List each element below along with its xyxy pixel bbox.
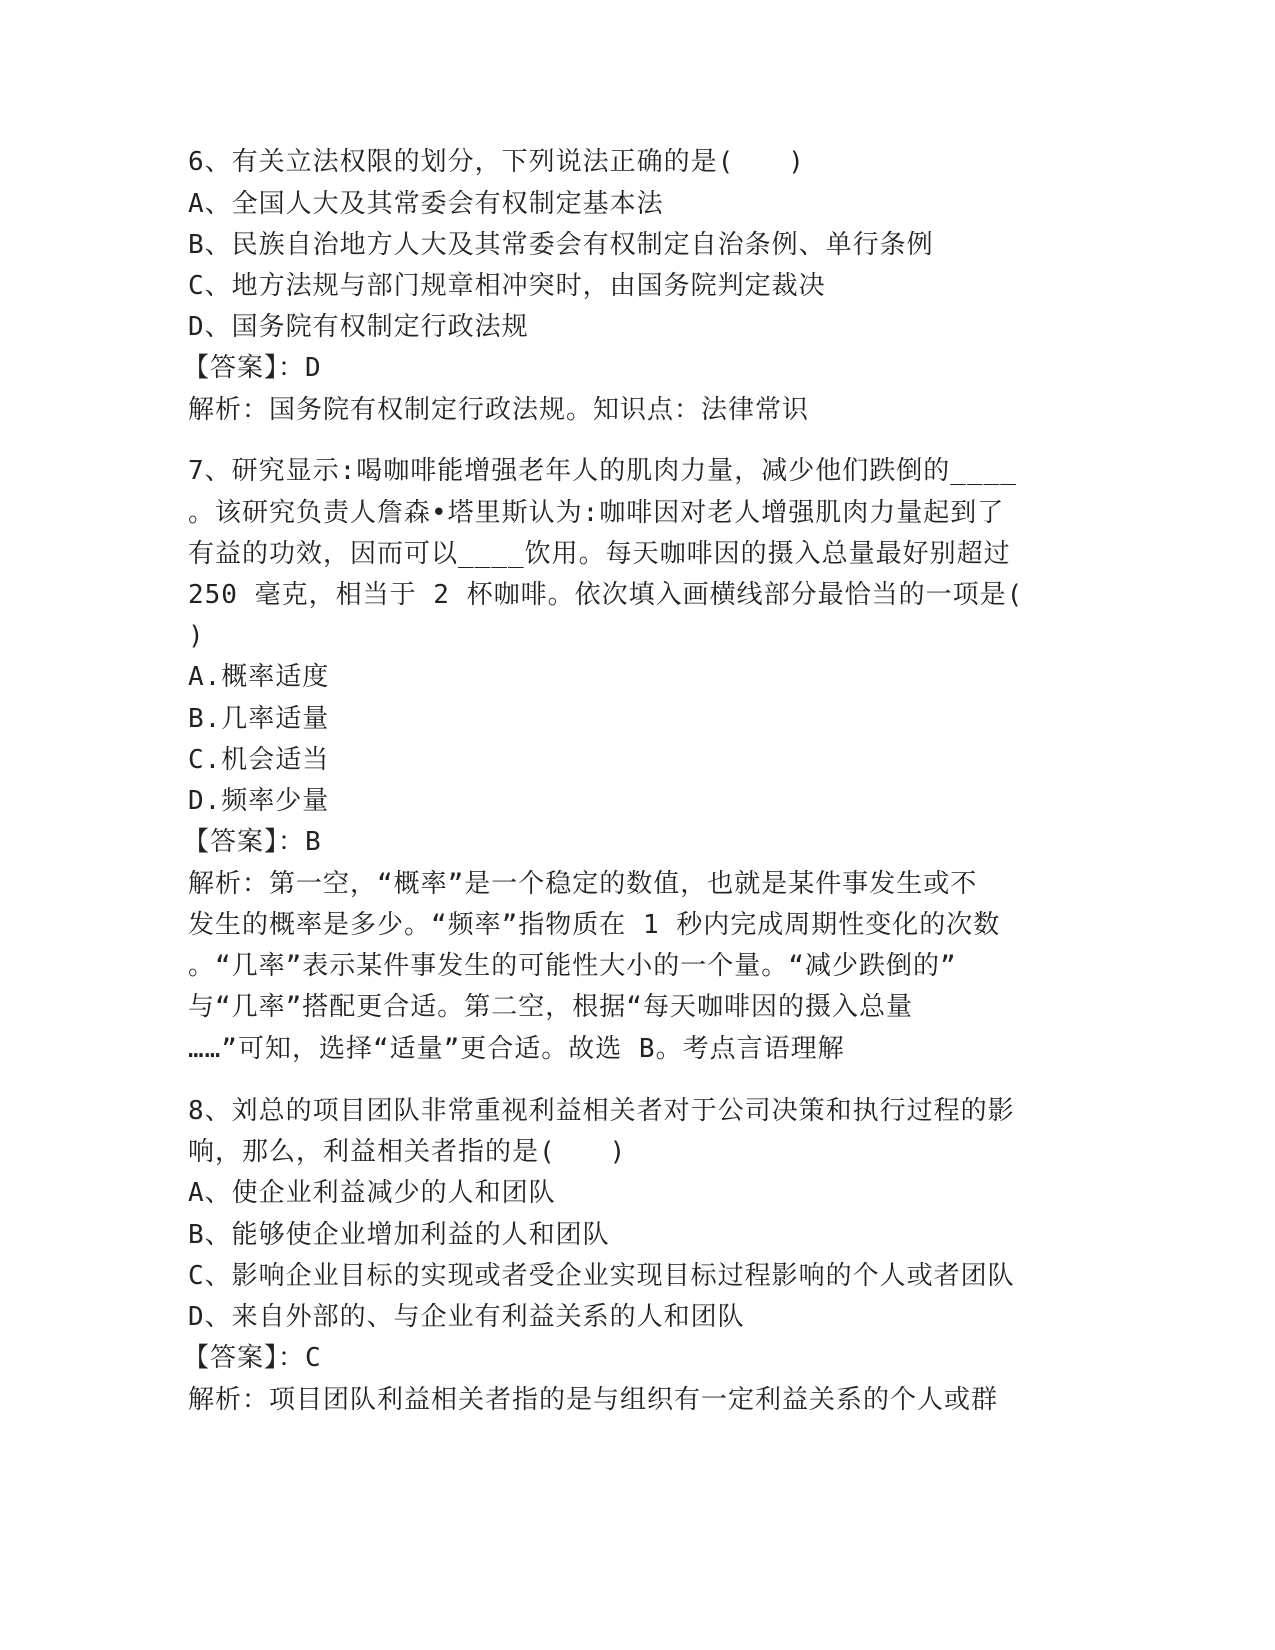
question-7-analysis-line: 发生的概率是多少。“频率”指物质在 1 秒内完成周期性变化的次数: [188, 910, 1001, 940]
question-7-stem-line: ): [188, 621, 205, 651]
question-7-answer: 【答案】：B: [183, 827, 322, 857]
question-7-option-b: B.几率适量: [188, 704, 330, 734]
question-6-answer: 【答案】：D: [183, 353, 322, 383]
question-7-analysis-line: ……”可知，选择“适量”更合适。故选 B。考点言语理解: [188, 1034, 845, 1064]
question-7-analysis-line: 与“几率”搭配更合适。第二空，根据“每天咖啡因的摄入总量: [188, 992, 913, 1022]
question-8-stem-line: 响，那么，利益相关者指的是( ): [188, 1137, 627, 1167]
question-6-option-c: C、地方法规与部门规章相冲突时，由国务院判定裁决: [188, 271, 826, 301]
question-6-analysis: 解析：国务院有权制定行政法规。知识点：法律常识: [188, 395, 810, 425]
question-7-stem-line: 7、研究显示:喝咖啡能增强老年人的肌肉力量，减少他们跌倒的____: [188, 456, 1017, 486]
question-8-answer: 【答案】：C: [183, 1343, 322, 1373]
question-7-analysis-line: 。“几率”表示某件事发生的可能性大小的一个量。“减少跌倒的”: [188, 951, 957, 981]
question-8-option-b: B、能够使企业增加利益的人和团队: [188, 1220, 610, 1250]
question-8-stem-line: 8、刘总的项目团队非常重视利益相关者对于公司决策和执行过程的影: [188, 1096, 1015, 1126]
question-7-stem-line: 。该研究负责人詹森•塔里斯认为:咖啡因对老人增强肌肉力量起到了: [188, 498, 1005, 528]
question-8-analysis: 解析：项目团队利益相关者指的是与组织有一定利益关系的个人或群: [188, 1385, 999, 1415]
question-7-stem-line: 有益的功效，因而可以____饮用。每天咖啡因的摄入总量最好别超过: [188, 539, 1011, 569]
question-7-option-c: C.机会适当: [188, 745, 330, 775]
question-6-option-b: B、民族自治地方人大及其常委会有权制定自治条例、单行条例: [188, 230, 934, 260]
question-7-analysis-line: 解析：第一空，“概率”是一个稳定的数值，也就是某件事发生或不: [188, 869, 978, 899]
question-7-option-d: D.频率少量: [188, 786, 330, 816]
question-6-stem: 6、有关立法权限的划分，下列说法正确的是( ): [188, 147, 805, 177]
question-8-option-a: A、使企业利益减少的人和团队: [188, 1178, 556, 1208]
question-6-option-d: D、国务院有权制定行政法规: [188, 312, 529, 342]
question-8-option-c: C、影响企业目标的实现或者受企业实现目标过程影响的个人或者团队: [188, 1261, 1015, 1291]
question-7-stem-line: 250 毫克，相当于 2 杯咖啡。依次填入画横线部分最恰当的一项是(: [188, 580, 1024, 610]
question-7-option-a: A.概率适度: [188, 662, 330, 692]
question-6-option-a: A、全国人大及其常委会有权制定基本法: [188, 189, 664, 219]
question-8-option-d: D、来自外部的、与企业有利益关系的人和团队: [188, 1302, 745, 1332]
